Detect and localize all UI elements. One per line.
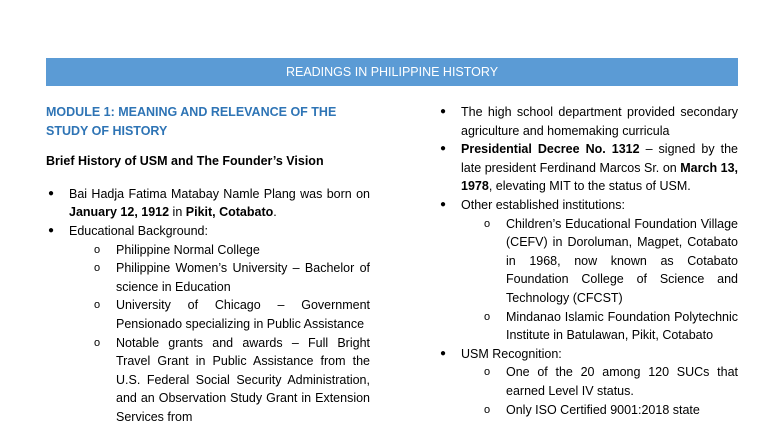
sublist-item: o Only ISO Certified 9001:2018 state xyxy=(506,401,738,420)
founder-list xyxy=(46,185,370,427)
birth-place: Pikit, Cotabato xyxy=(185,205,274,220)
sublist-item: o Notable grants and awards – Full Bright Travel Grant in Public Assistance from the U.S. Federal Social Security Administration, and an Observation Study Grant in Extension Services from xyxy=(94,335,370,424)
sublist-item: o Philippine Normal College xyxy=(116,241,370,260)
right-column xyxy=(438,103,738,419)
list-item-birth: ● Bai Hadja Fatima Matabay Namle Plang was born on January 12, 1912 in Pikit, Cotabato. xyxy=(48,186,370,220)
institutions-sublist xyxy=(461,215,738,345)
circle-bullet-icon: o xyxy=(484,403,491,416)
sublist-item: o One of the 20 among 120 SUCs that earned Level IV status. xyxy=(484,365,738,398)
education-label: Educational Background: xyxy=(69,223,208,238)
birth-date: January 12, 1912 xyxy=(69,205,170,220)
sublist-item: o Mindanao Islamic Foundation Polytechnic Institute in Batulawan, Pikit, Cotabato xyxy=(484,309,738,343)
circle-bullet-icon: o xyxy=(94,336,101,349)
circle-bullet-icon: o xyxy=(484,217,491,230)
circle-bullet-icon: o xyxy=(484,366,491,379)
recognition-sublist xyxy=(461,363,738,419)
education-sublist xyxy=(69,241,370,427)
bullet-icon: ● xyxy=(440,143,447,155)
bullet-icon: ● xyxy=(48,224,55,236)
bullet-icon: ● xyxy=(440,347,447,359)
circle-bullet-icon: o xyxy=(94,299,101,312)
page-banner: READINGS IN PHILIPPINE HISTORY xyxy=(46,58,738,86)
circle-bullet-icon: o xyxy=(94,262,101,275)
bullet-icon: ● xyxy=(440,106,447,117)
sublist-item: o University of Chicago – Government Pensionado specializing in Public Assistance xyxy=(94,298,370,331)
list-item-education xyxy=(46,222,370,427)
sublist-item: o Children’s Educational Foundation Village (CEFV) in Doroluman, Magpet, Cotabato in 1968, now known as Cotabato Foundation College of Science and Technology (CFCST) xyxy=(484,216,738,305)
decree-date: March 13, 1978 xyxy=(461,160,738,194)
list-item-recognition: ● USM Recognition: o One of the 20 among 120 SUCs that earned Level IV status. o Only ISO Certified 9001:2018 state xyxy=(438,345,738,419)
list-item-high-school: ● The high school department provided secondary agriculture and homemaking curricula xyxy=(440,105,738,138)
institution-list xyxy=(438,103,738,419)
sublist-item: o Philippine Women’s University – Bachelor of science in Education xyxy=(94,261,370,294)
left-column xyxy=(46,103,370,427)
module-title: MODULE 1: MEANING AND RELEVANCE OF THE STUDY OF HISTORY xyxy=(46,105,337,138)
circle-bullet-icon: o xyxy=(94,243,101,256)
bullet-icon: ● xyxy=(440,198,447,210)
list-item-other-institutions: ● Other established institutions: o Children’s Educational Foundation Village (CEFV) in Doroluman, Magpet, Cotabato in 1968, now known as Cotabato Foundation College of Science and Technology (CFCST) o Mindanao Islamic Foundation Polytechnic Institute in Batulawan, Pikit, Cotabato xyxy=(438,196,738,345)
list-item-decree: ● Presidential Decree No. 1312 – signed by the late president Ferdinand Marcos Sr. on March 13, 1978, elevating MIT to the status of USM. xyxy=(440,142,738,194)
section-heading: Brief History of USM and The Founder’s Vision xyxy=(46,154,324,169)
circle-bullet-icon: o xyxy=(484,310,491,323)
bullet-icon: ● xyxy=(48,187,55,199)
decree-label: Presidential Decree No. 1312 xyxy=(461,142,640,157)
